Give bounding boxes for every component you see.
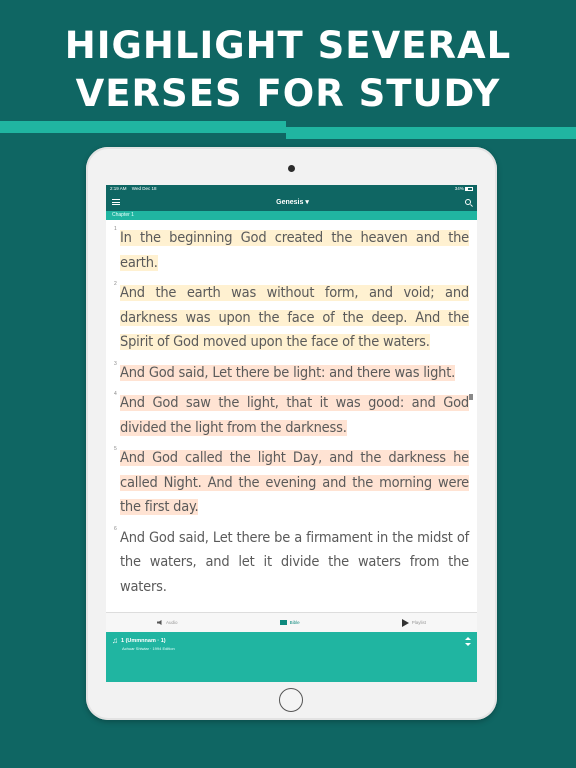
- play-icon: [402, 619, 409, 627]
- bottom-tab-bar: [106, 612, 477, 632]
- verse-text[interactable]: And God said, Let there be light: and there was light.: [120, 364, 456, 381]
- verse-number: 2: [114, 281, 117, 287]
- verse-2[interactable]: [114, 281, 469, 355]
- tab-audio-label: Audio: [166, 620, 178, 625]
- verse-number: 4: [114, 391, 117, 397]
- headline-line-2: VERSES FOR STUDY: [75, 72, 501, 115]
- headline: [0, 22, 576, 118]
- book-icon: [280, 620, 287, 625]
- now-playing-bar[interactable]: [106, 632, 477, 682]
- music-note-icon: ♫: [112, 636, 118, 645]
- headline-line-1: HIGHLIGHT SEVERAL: [64, 24, 512, 67]
- verse-text[interactable]: And the earth was without form, and void; and darkness was upon the face of the deep. And the Spirit of God moved upon the face of the waters.: [120, 285, 469, 350]
- verse-list[interactable]: [106, 220, 477, 603]
- tab-bible-label: Bible: [289, 620, 300, 625]
- verse-4[interactable]: [114, 391, 469, 440]
- verse-1[interactable]: [114, 226, 469, 275]
- player-subtitle: Achuar Shiwiar · 1994 Edition: [122, 646, 175, 651]
- verse-number: 6: [114, 525, 117, 532]
- verse-3[interactable]: [114, 360, 469, 386]
- nav-bar: [106, 193, 477, 211]
- player-title: 1 (Ummnnam · 1): [121, 638, 166, 644]
- tab-playlist-label: Playlist: [411, 620, 426, 625]
- battery-icon: [465, 187, 473, 191]
- app-screen: [106, 185, 477, 682]
- status-time: 2:19 AM: [110, 186, 127, 191]
- tab-playlist[interactable]: [402, 619, 426, 627]
- book-selector[interactable]: Genesis ▾: [276, 199, 309, 206]
- verse-text[interactable]: And God saw the light, that it was good: and God divided the light from the darkness.: [120, 395, 469, 436]
- speaker-icon: [157, 620, 163, 625]
- home-button[interactable]: [279, 688, 303, 712]
- verse-text[interactable]: In the beginning God created the heaven and the earth.: [120, 230, 469, 271]
- chapter-label: Chapter 1: [106, 211, 477, 220]
- tab-bible[interactable]: [280, 620, 300, 625]
- verse-6[interactable]: [114, 525, 469, 600]
- status-bar: [106, 185, 477, 193]
- bookmark-icon[interactable]: [469, 394, 473, 400]
- search-icon[interactable]: [465, 199, 471, 205]
- verse-number: 1: [114, 226, 117, 232]
- status-date: Wed Dec 18: [131, 186, 157, 191]
- decorative-stripe-left: [0, 121, 286, 133]
- tablet-device: [86, 147, 497, 720]
- verse-number: 3: [114, 360, 117, 367]
- verse-5[interactable]: [114, 446, 469, 520]
- tab-audio[interactable]: [157, 620, 178, 625]
- hamburger-menu-icon[interactable]: [112, 199, 120, 205]
- verse-text[interactable]: And God said, Let there be a firmament in the midst of the waters, and let it divide the waters from the waters.: [120, 529, 469, 595]
- camera-icon: [288, 165, 295, 172]
- decorative-stripe-right: [286, 127, 576, 139]
- battery-percent: 34%: [454, 186, 464, 191]
- expand-collapse-icon[interactable]: [465, 637, 471, 646]
- verse-text[interactable]: And God called the light Day, and the darkness he called Night. And the evening and the morning were the first day.: [120, 450, 469, 515]
- verse-number: 5: [114, 446, 117, 452]
